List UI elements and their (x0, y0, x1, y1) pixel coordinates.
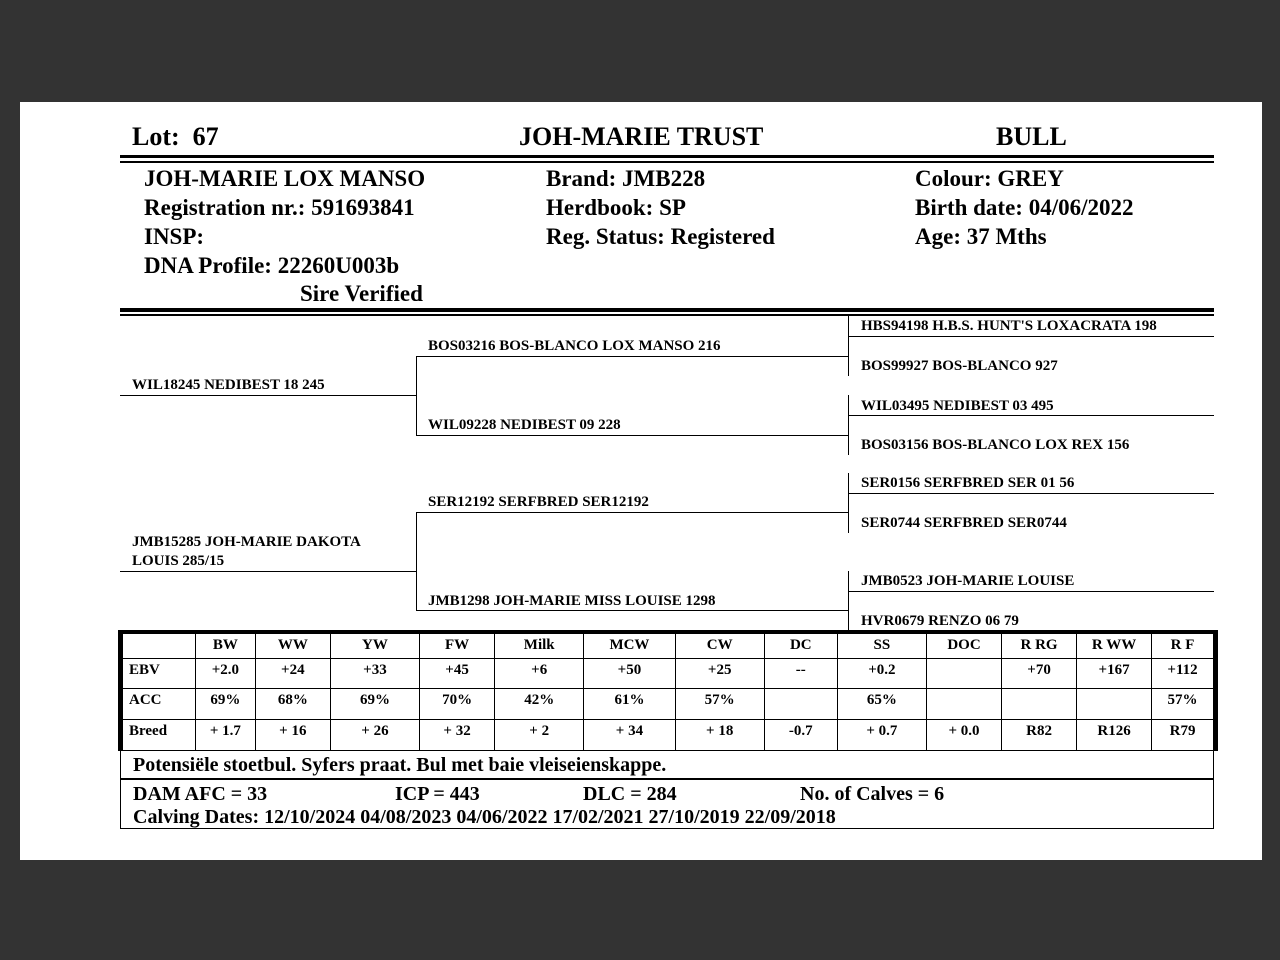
breed-cell: + 16 (255, 720, 330, 751)
ebv-cell: -- (764, 658, 837, 689)
header-divider-thick (120, 155, 1214, 158)
acc-row-label: ACC (123, 689, 196, 720)
sd-line (416, 435, 848, 436)
pedigree-sire-sire: BOS03216 BOS-BLANCO LOX MANSO 216 (428, 338, 721, 354)
pedigree-dds: JMB0523 JOH-MARIE LOUISE (861, 573, 1075, 589)
dd-line (416, 610, 848, 611)
breed-row (123, 720, 1214, 751)
ebv-header-cell: FW (420, 634, 495, 659)
ss-line (416, 356, 848, 357)
header-divider-thin (120, 161, 1214, 163)
dlc: DLC = 284 (583, 783, 677, 805)
lot-label (132, 122, 219, 152)
sire-line (120, 395, 416, 396)
ebv-cell: +45 (420, 658, 495, 689)
ds-bracket (848, 473, 849, 533)
owner-name: JOH-MARIE TRUST (519, 122, 764, 151)
breed-cell: + 0.0 (927, 720, 1002, 751)
acc-cell: 69% (196, 689, 256, 720)
pedigree-dam-dam: JMB1298 JOH-MARIE MISS LOUISE 1298 (428, 593, 716, 609)
acc-row (123, 689, 1214, 720)
ebv-row (123, 658, 1214, 689)
dam-afc: DAM AFC = 33 (133, 783, 268, 805)
ebv-table-wrapper (118, 630, 1218, 751)
breed-cell: + 0.7 (837, 720, 926, 751)
info-divider-thick (120, 308, 1214, 312)
pedigree-sire: WIL18245 NEDIBEST 18 245 (132, 377, 325, 393)
animal-category: BULL (996, 122, 1067, 151)
acc-cell: 65% (837, 689, 926, 720)
age: Age: 37 Mths (915, 224, 1047, 249)
ebv-cell: +70 (1002, 658, 1077, 689)
ebv-cell: +24 (255, 658, 330, 689)
ebv-header-cell: Milk (495, 634, 584, 659)
ebv-header-cell: R F (1152, 634, 1214, 659)
ebv-table (122, 633, 1214, 751)
info-divider-thin (120, 314, 1214, 316)
ebv-header-cell (123, 634, 196, 659)
lot-sheet (20, 102, 1262, 860)
pedigree-sss: HBS94198 H.B.S. HUNT'S LOXACRATA 198 (861, 318, 1157, 334)
ebv-cell: +167 (1077, 658, 1152, 689)
breed-cell: R82 (1002, 720, 1077, 751)
acc-cell: 57% (675, 689, 764, 720)
breed-cell: + 26 (330, 720, 419, 751)
ebv-header-cell: MCW (584, 634, 675, 659)
sire-bracket (416, 356, 417, 436)
ebv-header-cell: DOC (927, 634, 1002, 659)
animal-name: JOH-MARIE LOX MANSO (144, 166, 426, 191)
ebv-cell: +33 (330, 658, 419, 689)
ebv-cell: +6 (495, 658, 584, 689)
sire-verified: Sire Verified (300, 281, 423, 306)
ebv-cell (927, 658, 1002, 689)
acc-cell: 57% (1152, 689, 1214, 720)
ebv-cell: +50 (584, 658, 675, 689)
breed-cell: + 2 (495, 720, 584, 751)
ebv-header-row (123, 634, 1214, 659)
pedigree-ddd: HVR0679 RENZO 06 79 (861, 613, 1019, 629)
icp: ICP = 443 (395, 783, 480, 805)
ebv-cell: +0.2 (837, 658, 926, 689)
breed-cell: + 34 (584, 720, 675, 751)
ebv-header-cell: YW (330, 634, 419, 659)
pedigree-sdd: BOS03156 BOS-BLANCO LOX REX 156 (861, 437, 1130, 453)
ds-line (416, 512, 848, 513)
acc-cell: 61% (584, 689, 675, 720)
acc-cell: 69% (330, 689, 419, 720)
pedigree-dam-line2: LOUIS 285/15 (132, 553, 225, 569)
ebv-header-cell: SS (837, 634, 926, 659)
pedigree-dam-line1: JMB15285 JOH-MARIE DAKOTA (132, 534, 361, 550)
ebv-row-label: EBV (123, 658, 196, 689)
registration-number: Registration nr.: 591693841 (144, 195, 415, 220)
acc-cell (1077, 689, 1152, 720)
sds-line (848, 415, 1214, 416)
ebv-header-cell: WW (255, 634, 330, 659)
calving-footer (120, 779, 1214, 829)
ebv-header-cell: DC (764, 634, 837, 659)
ebv-cell: +25 (675, 658, 764, 689)
dam-bracket (416, 512, 417, 610)
lot-number: 67 (192, 122, 219, 151)
breed-row-label: Breed (123, 720, 196, 751)
acc-cell (764, 689, 837, 720)
breed-cell: + 1.7 (196, 720, 256, 751)
lot-label-text: Lot: (132, 122, 180, 151)
dam-line (120, 571, 416, 572)
breed-cell: R126 (1077, 720, 1152, 751)
acc-cell: 70% (420, 689, 495, 720)
ebv-header-cell: BW (196, 634, 256, 659)
registration-status: Reg. Status: Registered (546, 224, 775, 249)
ss-bracket (848, 316, 849, 376)
sss-line (848, 336, 1214, 337)
birth-date: Birth date: 04/06/2022 (915, 195, 1134, 220)
pedigree-sds: WIL03495 NEDIBEST 03 495 (861, 398, 1054, 414)
colour: Colour: GREY (915, 166, 1064, 191)
pedigree-dsd: SER0744 SERFBRED SER0744 (861, 515, 1067, 531)
dds-line (848, 591, 1214, 592)
breed-cell: -0.7 (764, 720, 837, 751)
breed-cell: + 18 (675, 720, 764, 751)
ebv-header-cell: R WW (1077, 634, 1152, 659)
remarks: Potensiële stoetbul. Syfers praat. Bul met baie vleiseienskappe. (120, 751, 1214, 779)
acc-cell: 68% (255, 689, 330, 720)
dd-bracket (848, 571, 849, 631)
pedigree-ssd: BOS99927 BOS-BLANCO 927 (861, 358, 1058, 374)
pedigree-dss: SER0156 SERFBRED SER 01 56 (861, 475, 1075, 491)
acc-cell (927, 689, 1002, 720)
breed-cell: R79 (1152, 720, 1214, 751)
acc-cell (1002, 689, 1077, 720)
herdbook: Herdbook: SP (546, 195, 686, 220)
ebv-header-cell: CW (675, 634, 764, 659)
pedigree-dam-sire: SER12192 SERFBRED SER12192 (428, 494, 649, 510)
ebv-cell: +2.0 (196, 658, 256, 689)
breed-cell: + 32 (420, 720, 495, 751)
dss-line (848, 493, 1214, 494)
brand: Brand: JMB228 (546, 166, 706, 191)
acc-cell: 42% (495, 689, 584, 720)
number-of-calves: No. of Calves = 6 (800, 783, 945, 805)
pedigree-sire-dam: WIL09228 NEDIBEST 09 228 (428, 417, 621, 433)
sd-bracket (848, 395, 849, 455)
ebv-header-cell: R RG (1002, 634, 1077, 659)
insp-label: INSP: (144, 224, 205, 249)
calving-dates: Calving Dates: 12/10/2024 04/08/2023 04/06/2022 17/02/2021 27/10/2019 22/09/2018 (133, 806, 836, 828)
dna-profile: DNA Profile: 22260U003b (144, 253, 400, 278)
ebv-cell: +112 (1152, 658, 1214, 689)
